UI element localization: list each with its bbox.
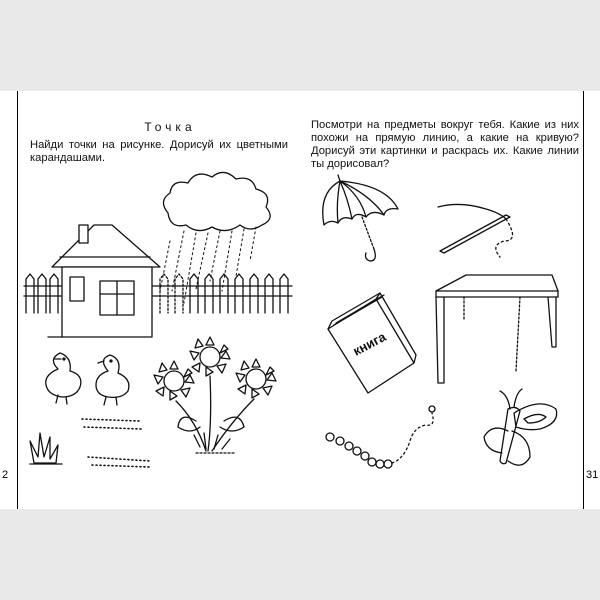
instruction-left: Найди точки на рисунке. Дорисуй их цветными карандашами. bbox=[30, 139, 288, 164]
umbrella-icon bbox=[323, 175, 398, 261]
instruction-right: Посмотри на предметы вокруг тебя. Какие из них похожи на прямую линию, а какие на кривую? Дорисуй эти картинки и раскрась их. Какие линии ты дорисовал? bbox=[311, 119, 579, 170]
table-icon bbox=[436, 275, 558, 383]
chick-icon bbox=[46, 353, 129, 405]
page-title: Точка bbox=[144, 120, 196, 134]
cloud-with-rain-icon bbox=[160, 172, 270, 303]
sunflower-icon bbox=[154, 337, 276, 453]
book-label: книга bbox=[350, 328, 389, 359]
grass-icon bbox=[30, 419, 150, 467]
book-icon bbox=[328, 293, 416, 393]
page-number-left: 2 bbox=[2, 469, 9, 481]
illustrations bbox=[0, 91, 600, 509]
book-spread bbox=[0, 91, 600, 509]
needle-with-thread-icon bbox=[438, 204, 513, 257]
beads-icon bbox=[326, 406, 435, 468]
page-number-right: 31 bbox=[586, 469, 599, 481]
house-icon bbox=[48, 225, 160, 337]
butterfly-icon bbox=[484, 389, 557, 465]
